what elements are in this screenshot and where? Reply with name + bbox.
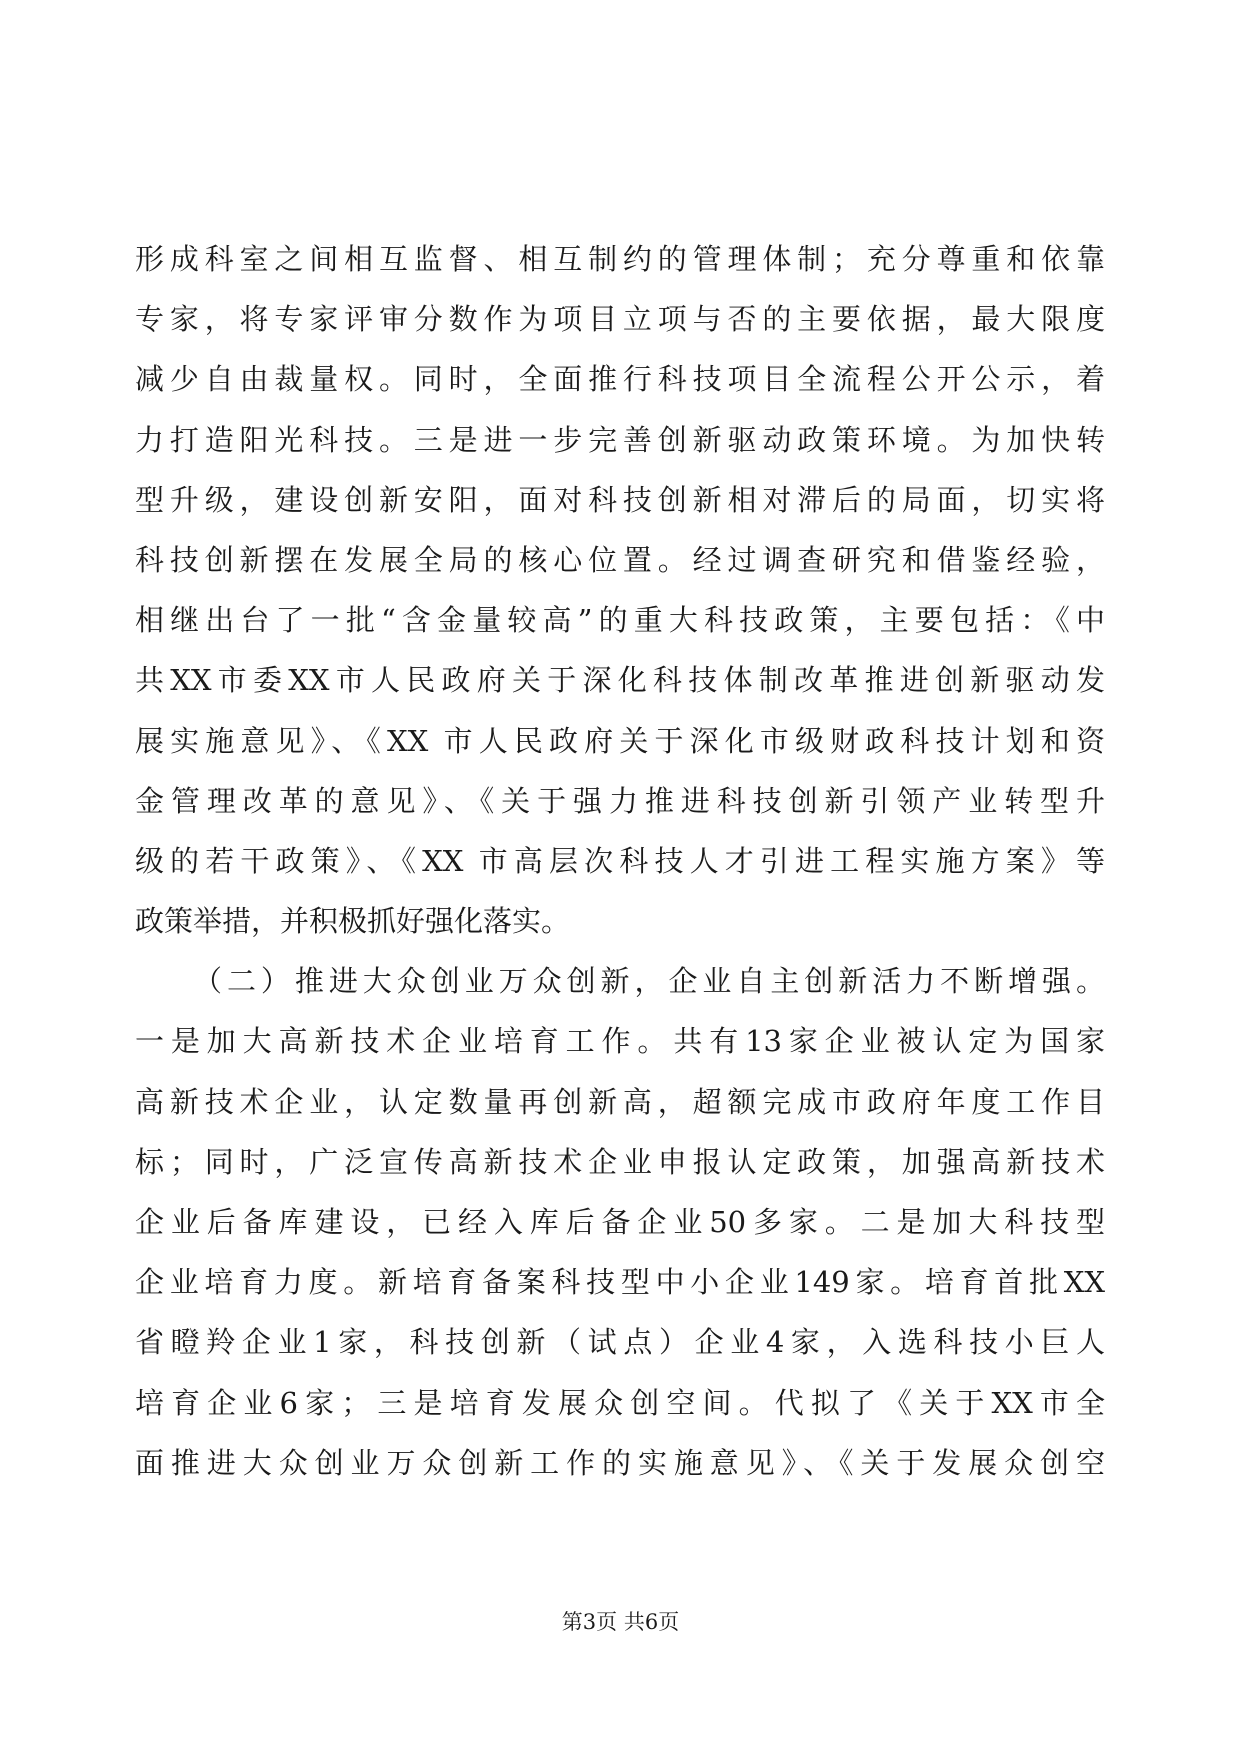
document-body	[135, 229, 1105, 1493]
text-line-14: 一是加大高新技术企业培育工作。共有13家企业被认定为国家	[135, 1024, 1105, 1059]
text-line-17: 企业后备库建设，已经入库后备企业50多家。二是加大科技型	[135, 1205, 1105, 1239]
text-line-10: 金管理改革的意见》、《关于强力推进科技创新引领产业转型升	[135, 783, 1105, 818]
text-line-5: 型升级，建设创新安阳，面对科技创新相对滞后的局面，切实将	[135, 482, 1105, 517]
text-line-16: 标；同时，广泛宣传高新技术企业申报认定政策，加强高新技术	[135, 1144, 1105, 1179]
text-line-19: 省瞪羚企业1家，科技创新（试点）企业4家，入选科技小巨人	[135, 1325, 1105, 1360]
text-line-2: 专家，将专家评审分数作为项目立项与否的主要依据，最大限度	[135, 302, 1105, 337]
text-line-15: 高新技术企业，认定数量再创新高，超额完成市政府年度工作目	[135, 1084, 1105, 1119]
text-line-8: 共XX市委XX市人民政府关于深化科技体制改革推进创新驱动发	[135, 663, 1105, 698]
text-line-4: 力打造阳光科技。三是进一步完善创新驱动政策环境。为加快转	[135, 422, 1105, 457]
text-line-9: 展实施意见》、《XX 市人民政府关于深化市级财政科技计划和资	[135, 723, 1105, 758]
text-line-20: 培育企业6家；三是培育发展众创空间。代拟了《关于XX市全	[135, 1385, 1105, 1420]
page-number-footer: 第3页 共6页	[561, 1610, 680, 1634]
text-line-11: 级的若干政策》、《XX 市高层次科技人才引进工程实施方案》等	[135, 843, 1105, 878]
section-heading-line: （二）推进大众创业万众创新，企业自主创新活力不断增强。	[193, 964, 1105, 999]
text-line-21: 面推进大众创业万众创新工作的实施意见》、《关于发展众创空	[135, 1445, 1105, 1480]
text-line-7: 相继出台了一批“含金量较高”的重大科技政策，主要包括：《中	[135, 603, 1105, 638]
text-line-18: 企业培育力度。新培育备案科技型中小企业149家。培育首批XX	[135, 1265, 1105, 1300]
text-line-6: 科技创新摆在发展全局的核心位置。经过调查研究和借鉴经验，	[135, 542, 1105, 577]
text-line-3: 减少自由裁量权。同时，全面推行科技项目全流程公开公示，着	[135, 362, 1105, 397]
text-line-1: 形成科室之间相互监督、相互制约的管理体制；充分尊重和依靠	[135, 242, 1105, 276]
text-line-12: 政策举措，并积极抓好强化落实。	[135, 904, 571, 939]
